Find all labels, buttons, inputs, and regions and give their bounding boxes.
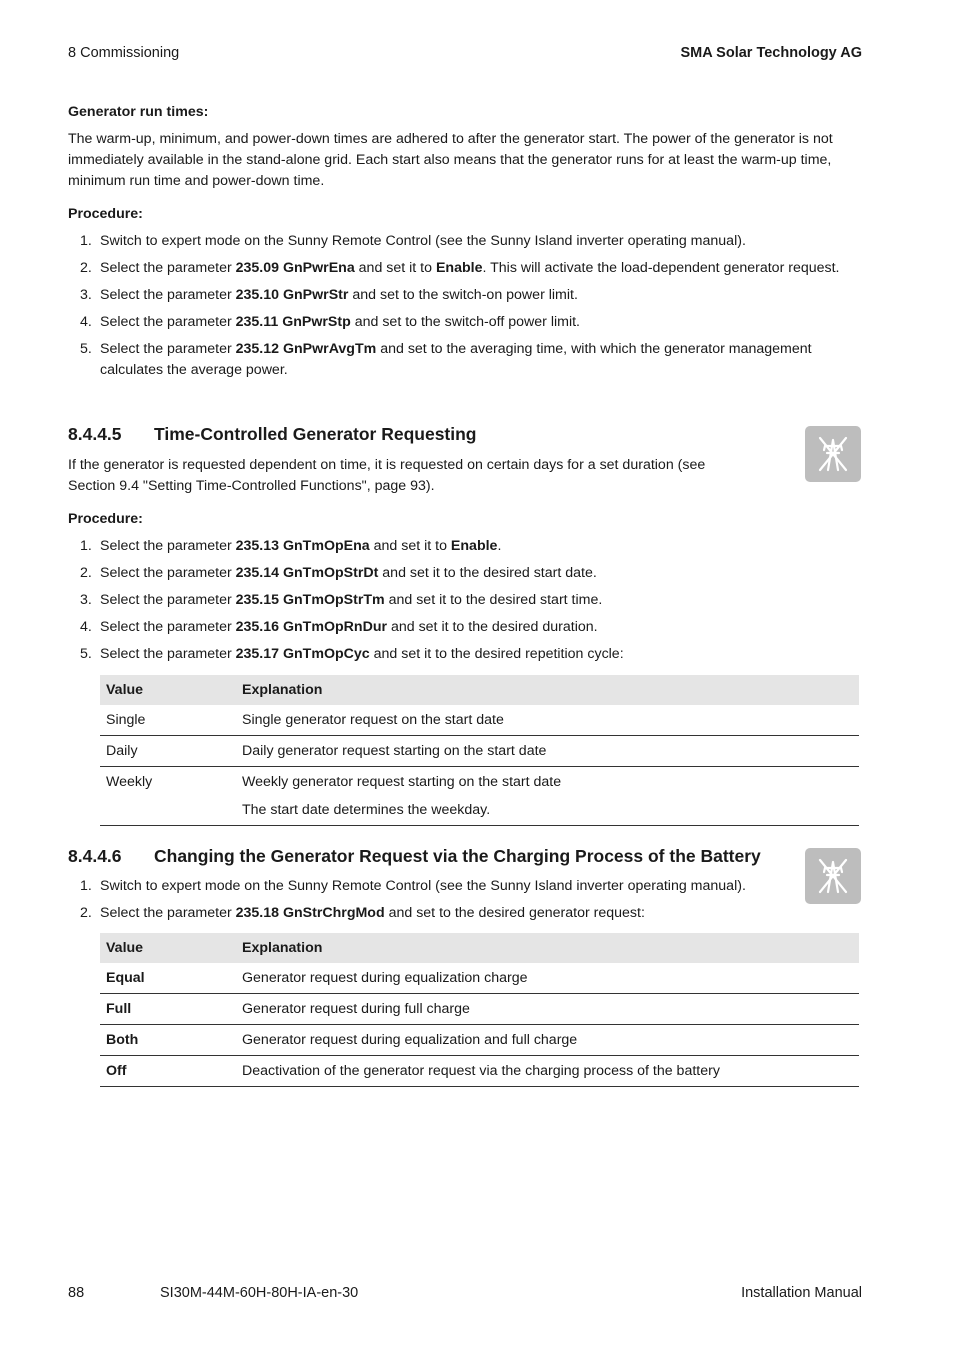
list-item: 1. Select the parameter 235.13 GnTmOpEna and set it to Enable. [80,538,502,554]
list-item: 2. Select the parameter 235.09 GnPwrEna and set it to Enable. This will activate the load-dependent generator request. [80,260,840,276]
table-cell-value: Equal [100,963,236,994]
charge-mode-table [100,933,859,1087]
run-times-text: The warm-up, minimum, and power-down times are adhered to after the generator start. The power of the generator is not immediately available in the stand-alone grid. Each start also means that the generator runs for at least the warm-up time, minimum run time and power-down time. [68,131,833,189]
table-cell-explanation: Generator request during equalization and full charge [236,1025,859,1056]
list-item: 1. Switch to expert mode on the Sunny Remote Control (see the Sunny Island inverter operating manual). [80,233,746,249]
table-cell-explanation: Generator request during equalization charge [236,963,859,994]
header-chapter: 8 Commissioning [68,45,180,61]
table-header-row [100,933,859,963]
footer-page-number: 88 [68,1285,85,1301]
table-header-explanation: Explanation [236,933,859,963]
list-item: 1. Switch to expert mode on the Sunny Remote Control (see the Sunny Island inverter operating manual). [80,878,746,894]
table-row [100,963,859,994]
table-header-row [100,675,859,705]
table-header-value: Value [100,933,236,963]
table-cell-value: Full [100,994,236,1025]
table-row [100,767,859,826]
list-item: 4. Select the parameter 235.16 GnTmOpRnDur and set it to the desired duration. [80,619,598,635]
procedure-list-8445 [68,536,868,671]
procedure-heading-8445: Procedure: [68,511,143,527]
section-heading-8445: 8.4.4.5 Time-Controlled Generator Requesting [68,424,477,444]
list-item: 2. Select the parameter 235.18 GnStrChrgMod and set to the desired generator request: [80,905,645,921]
table-cell-explanation: Deactivation of the generator request via the charging process of the battery [236,1056,859,1087]
table-cell-explanation: Single generator request on the start date [236,705,859,736]
procedure-list-8446 [68,876,788,930]
header-company: SMA Solar Technology AG [680,45,862,61]
off-grid-pylon-icon [805,848,861,904]
table-cell-explanation: Weekly generator request starting on the start date The start date determines the weekday. [236,767,859,826]
list-item: 5. Select the parameter 235.12 GnPwrAvgTm and set to the averaging time, with which the generator management calculates the average power. [80,341,812,378]
table-cell-value: Weekly [100,767,236,826]
table-row [100,1025,859,1056]
list-item: 5. Select the parameter 235.17 GnTmOpCyc and set it to the desired repetition cycle: [80,646,624,662]
table-cell-value: Daily [100,736,236,767]
table-header-explanation: Explanation [236,675,859,705]
table-row [100,994,859,1025]
list-item: 4. Select the parameter 235.11 GnPwrStp and set to the switch-off power limit. [80,314,580,330]
table-cell-value: Both [100,1025,236,1056]
table-row [100,736,859,767]
procedure-heading: Procedure: [68,206,143,222]
list-item: 3. Select the parameter 235.10 GnPwrStr and set to the switch-on power limit. [80,287,578,303]
run-times-heading: Generator run times: [68,104,209,120]
table-cell-explanation: Daily generator request starting on the start date [236,736,859,767]
footer-doc-id: SI30M-44M-60H-80H-IA-en-30 [160,1285,359,1301]
section-heading-8446: 8.4.4.6 Changing the Generator Request via the Charging Process of the Battery [68,846,761,866]
table-cell-explanation: Generator request during full charge [236,994,859,1025]
off-grid-pylon-icon [805,426,861,482]
list-item: 3. Select the parameter 235.15 GnTmOpStrTm and set it to the desired start time. [80,592,603,608]
procedure-list [68,231,868,387]
footer-doc-type: Installation Manual [741,1285,862,1301]
repetition-cycle-table [100,675,859,826]
table-row [100,705,859,736]
table-cell-value: Single [100,705,236,736]
section-8445-intro: If the generator is requested dependent on time, it is requested on certain days for a set duration (see Section 9.4 "Setting Time-Controlled Functions", page 93). [68,457,706,494]
table-row [100,1056,859,1087]
list-item: 2. Select the parameter 235.14 GnTmOpStrDt and set it to the desired start date. [80,565,597,581]
table-cell-value: Off [100,1056,236,1087]
table-header-value: Value [100,675,236,705]
